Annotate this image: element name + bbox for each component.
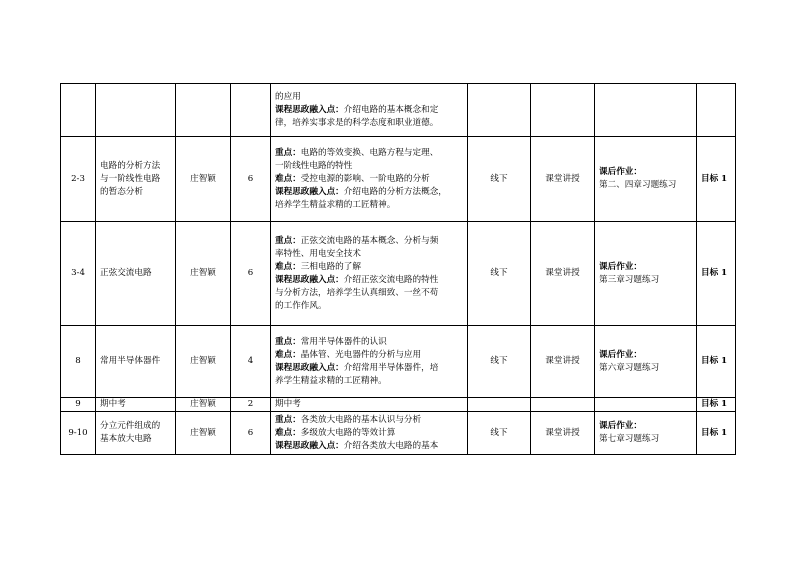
topic-cell	[96, 137, 176, 222]
homework-cell	[595, 398, 697, 412]
content-text: 介绍常用半导体器件，培	[343, 362, 439, 373]
session-number-cell: 8	[61, 326, 96, 398]
table-row	[61, 137, 736, 222]
session-number-cell: 9	[61, 398, 96, 412]
content-text: 一阶线性电路的特性	[275, 160, 353, 171]
homework-cell	[595, 137, 697, 222]
content-text: 的应用	[275, 91, 301, 102]
homework-label: 课后作业：	[599, 261, 642, 272]
content-text: 介绍电路的基本概念和定	[343, 104, 439, 115]
content-text: 律，培养实事求是的科学态度和职业道德。	[275, 117, 439, 128]
teacher-cell	[176, 84, 231, 137]
content-label: 课程思政融入点：	[275, 440, 344, 451]
table-row	[61, 412, 736, 455]
content-line	[275, 362, 463, 375]
content-label: 重点：	[275, 147, 301, 158]
hours-cell: 6	[231, 412, 271, 455]
content-line	[275, 199, 463, 212]
hours-cell	[231, 84, 271, 137]
topic-cell	[96, 84, 176, 137]
homework-label: 课后作业：	[599, 167, 642, 177]
teaching-mode-cell: 线下	[468, 412, 531, 455]
content-line	[275, 261, 463, 274]
session-number-cell: 9-10	[61, 412, 96, 455]
homework-text: 第二、四章习题练习	[599, 180, 677, 190]
content-label: 难点：	[275, 349, 301, 360]
content-text: 三相电路的了解	[300, 261, 361, 272]
session-number-cell: 3-4	[61, 222, 96, 326]
content-text: 介绍电路的分析方法概念，	[343, 186, 447, 197]
content-label: 重点：	[275, 336, 301, 347]
content-line	[275, 336, 463, 349]
content-line	[275, 186, 463, 199]
topic-line: 正弦交流电路	[100, 268, 152, 278]
table-row	[61, 222, 736, 326]
content-label: 难点：	[275, 261, 301, 272]
topic-line: 的暂态分析	[100, 186, 143, 197]
teaching-method-cell: 课堂讲授	[531, 326, 595, 398]
content-line	[275, 104, 463, 117]
table-row	[61, 84, 736, 137]
table-body	[61, 84, 736, 455]
content-line	[275, 414, 463, 427]
content-text: 的工作作风。	[275, 300, 327, 311]
content-label: 课程思政融入点：	[275, 104, 344, 115]
content-text: 培养学生精益求精的工匠精神。	[275, 199, 396, 210]
course-goal-cell: 目标 1	[697, 137, 736, 222]
topic-cell	[96, 222, 176, 326]
content-line	[275, 173, 463, 186]
homework-cell	[595, 222, 697, 326]
content-line	[275, 300, 463, 313]
topic-line: 期中考	[100, 399, 126, 409]
content-label: 课程思政融入点：	[275, 274, 344, 285]
homework-cell	[595, 84, 697, 137]
topic-line: 基本放大电路	[100, 434, 152, 444]
topic-cell	[96, 412, 176, 455]
content-label: 难点：	[275, 427, 301, 438]
content-text: 养学生精益求精的工匠精神。	[275, 375, 387, 386]
content-label: 课程思政融入点：	[275, 362, 344, 373]
content-text: 各类放大电路的基本认识与分析	[300, 414, 422, 425]
content-text: 常用半导体器件的认识	[300, 336, 387, 347]
content-text: 晶体管、光电器件的分析与应用	[300, 349, 422, 360]
content-line	[275, 440, 463, 453]
session-number-cell: 2-3	[61, 137, 96, 222]
teaching-method-cell: 课堂讲授	[531, 222, 595, 326]
content-line	[275, 287, 463, 300]
course-goal-cell: 目标 1	[697, 398, 736, 412]
teaching-method-cell: 课堂讲授	[531, 412, 595, 455]
teaching-method-cell: 课堂讲授	[531, 137, 595, 222]
content-cell	[271, 137, 468, 222]
content-text: 正弦交流电路的基本概念、分析与频	[300, 235, 439, 246]
topic-cell	[96, 326, 176, 398]
content-label: 课程思政融入点：	[275, 186, 344, 197]
course-goal-cell: 目标 1	[697, 412, 736, 455]
course-goal-cell: 目标 1	[697, 222, 736, 326]
session-number-cell	[61, 84, 96, 137]
teaching-mode-cell: 线下	[468, 326, 531, 398]
topic-line: 与一阶线性电路	[100, 173, 161, 184]
content-label: 重点：	[275, 235, 301, 246]
hours-cell: 2	[231, 398, 271, 412]
table-row	[61, 398, 736, 412]
teaching-mode-cell	[468, 84, 531, 137]
content-label: 重点：	[275, 414, 301, 425]
content-text: 介绍各类放大电路的基本	[343, 440, 439, 451]
teacher-cell: 庄智颖	[176, 137, 231, 222]
topic-cell	[96, 398, 176, 412]
content-cell	[271, 222, 468, 326]
topic-line: 分立元件组成的	[100, 421, 161, 431]
content-line	[275, 248, 463, 261]
content-text: 多级放大电路的等效计算	[300, 427, 396, 438]
homework-cell	[595, 326, 697, 398]
content-cell	[271, 84, 468, 137]
course-goal-cell	[697, 84, 736, 137]
course-goal-cell: 目标 1	[697, 326, 736, 398]
content-line	[275, 160, 463, 173]
content-text: 率特性、用电安全技术	[275, 248, 361, 259]
content-line	[275, 117, 463, 130]
homework-text: 第三章习题练习	[599, 274, 660, 285]
teaching-mode-cell: 线下	[468, 137, 531, 222]
content-line	[275, 147, 463, 160]
hours-cell: 4	[231, 326, 271, 398]
content-label: 难点：	[275, 173, 301, 184]
content-cell	[271, 326, 468, 398]
teaching-mode-cell	[468, 398, 531, 412]
course-schedule-table	[60, 83, 736, 455]
teacher-cell: 庄智颖	[176, 412, 231, 455]
teaching-mode-cell: 线下	[468, 222, 531, 326]
homework-cell	[595, 412, 697, 455]
content-text: 期中考	[275, 399, 301, 409]
hours-cell: 6	[231, 222, 271, 326]
content-cell	[271, 398, 468, 412]
content-line	[275, 91, 463, 104]
table-row	[61, 326, 736, 398]
teacher-cell: 庄智颖	[176, 398, 231, 412]
topic-line: 常用半导体器件	[100, 356, 161, 366]
homework-text: 第六章习题练习	[599, 362, 660, 373]
teaching-method-cell	[531, 84, 595, 137]
content-text: 受控电源的影响、一阶电路的分析	[300, 173, 430, 184]
topic-line: 电路的分析方法	[100, 160, 161, 171]
content-line	[275, 398, 463, 411]
teacher-cell: 庄智颖	[176, 326, 231, 398]
content-text: 电路的等效变换、电路方程与定理、	[300, 147, 439, 158]
teaching-method-cell	[531, 398, 595, 412]
content-line	[275, 375, 463, 388]
homework-label: 课后作业：	[599, 421, 642, 431]
homework-text: 第七章习题练习	[599, 434, 660, 444]
teacher-cell: 庄智颖	[176, 222, 231, 326]
homework-label: 课后作业：	[599, 349, 642, 360]
content-text: 介绍正弦交流电路的特性	[343, 274, 439, 285]
content-line	[275, 274, 463, 287]
hours-cell: 6	[231, 137, 271, 222]
content-text: 与分析方法，培养学生认真细致、一丝不苟	[275, 287, 439, 298]
content-line	[275, 235, 463, 248]
content-line	[275, 349, 463, 362]
content-line	[275, 427, 463, 440]
content-cell	[271, 412, 468, 455]
